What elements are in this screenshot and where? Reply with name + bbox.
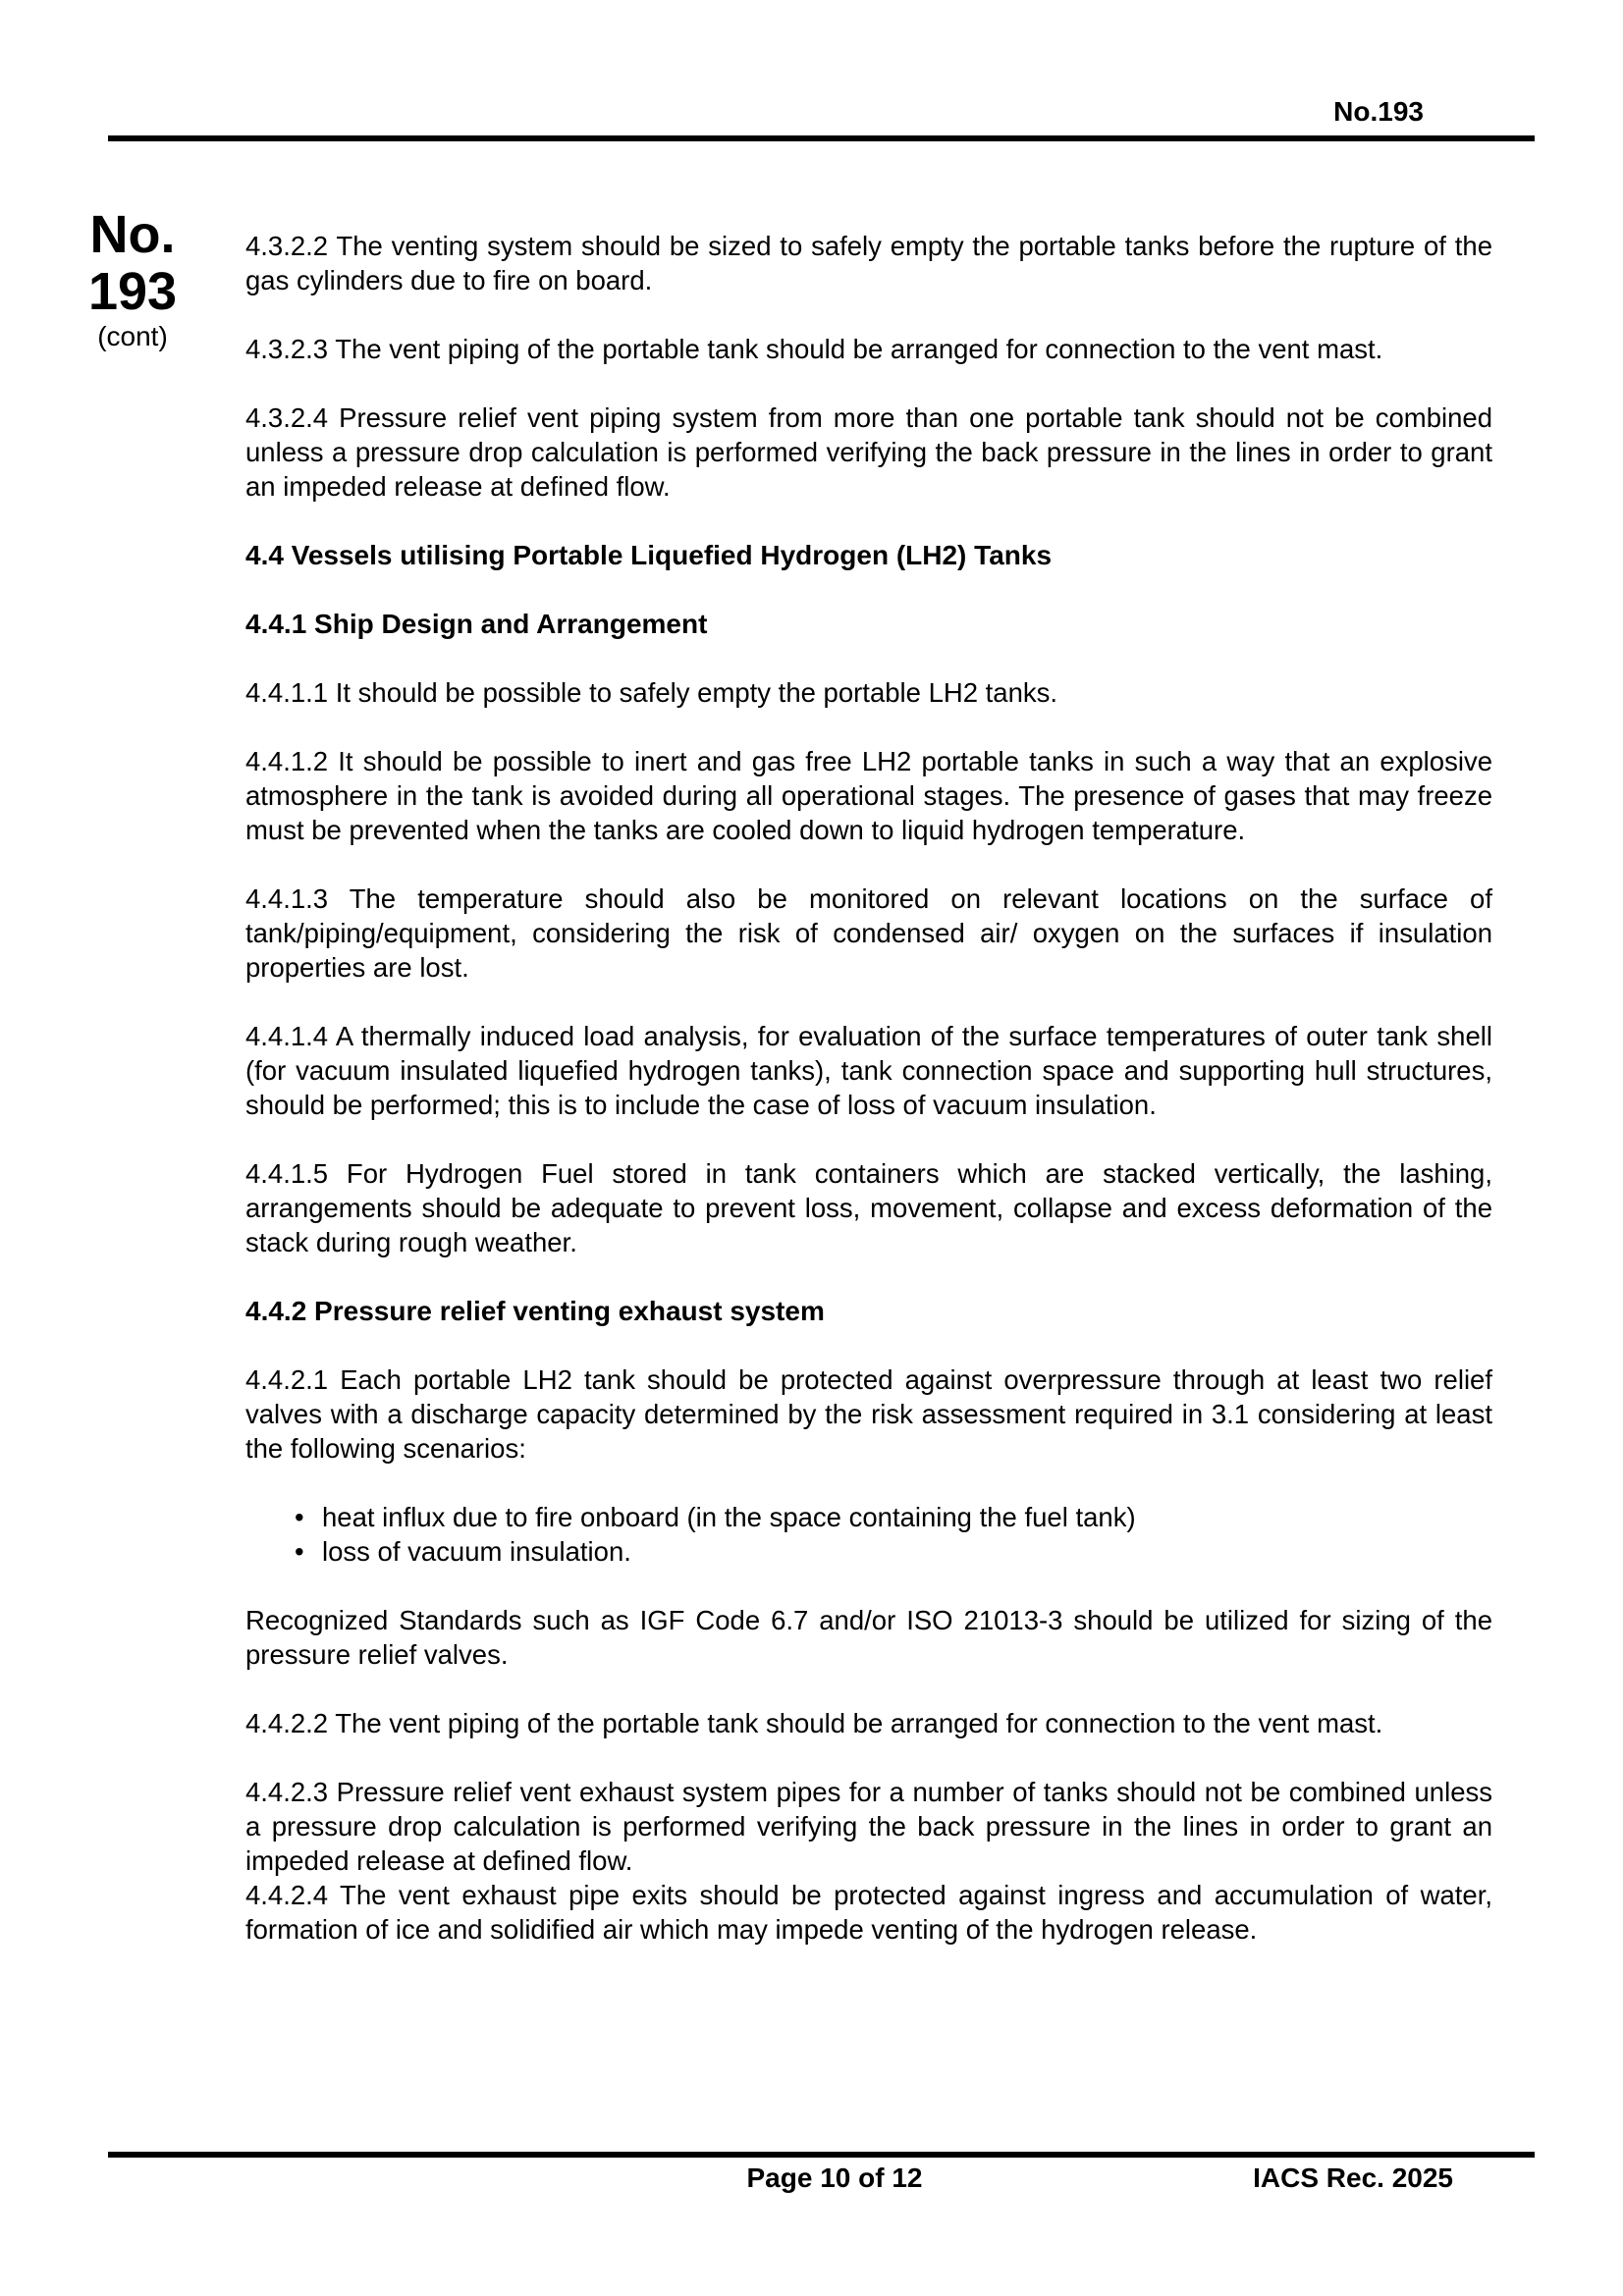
paragraph-4-4-1-4: 4.4.1.4 A thermally induced load analysis, for evaluation of the surface temperatures of outer tank shell (for vacuum insulated liquefied hydrogen tanks), tank connection space and supporting hull structures, should be performed; this is to include the case of loss of vacuum insulation.	[245, 1021, 1492, 1120]
list-item-text: loss of vacuum insulation.	[322, 1536, 631, 1567]
scenario-list	[245, 1500, 1492, 1569]
list-item	[245, 1534, 1492, 1569]
footer-reference: IACS Rec. 2025	[1253, 2163, 1453, 2193]
paragraph-4-4-2-2: 4.4.2.2 The vent piping of the portable tank should be arranged for connection to the vent mast.	[245, 1708, 1383, 1738]
paragraph-4-4-1-5: 4.4.1.5 For Hydrogen Fuel stored in tank containers which are stacked vertically, the lashing, arrangements should be adequate to prevent loss, movement, collapse and excess deformation of the stack during rough weather.	[245, 1158, 1492, 1257]
paragraph-4-4-1-3: 4.4.1.3 The temperature should also be monitored on relevant locations on the surface of tank/piping/equipment, considering the risk of condensed air/ oxygen on the surfaces if insulation properties are lost.	[245, 883, 1492, 983]
heading-4-4-1: 4.4.1 Ship Design and Arrangement	[245, 609, 708, 639]
side-label-no: No.	[89, 205, 176, 264]
side-label-number: 193	[87, 262, 178, 321]
heading-4-4-2: 4.4.2 Pressure relief venting exhaust system	[245, 1296, 825, 1326]
paragraph-4-4-1-1: 4.4.1.1 It should be possible to safely empty the portable LH2 tanks.	[245, 677, 1058, 708]
document-body	[245, 229, 1492, 1981]
paragraph-4-3-2-3: 4.3.2.3 The vent piping of the portable tank should be arranged for connection to the vent mast.	[245, 334, 1383, 364]
list-item-text: heat influx due to fire onboard (in the space containing the fuel tank)	[322, 1502, 1136, 1532]
footer-rule	[108, 2152, 1535, 2158]
header-rule	[108, 135, 1535, 141]
paragraph-4-4-1-2: 4.4.1.2 It should be possible to inert and gas free LH2 portable tanks in such a way that an explosive atmosphere in the tank is avoided during all operational stages. The presence of gases that may freeze must be prevented when the tanks are cooled down to liquid hydrogen temperature.	[245, 746, 1492, 845]
paragraph-4-3-2-2: 4.3.2.2 The venting system should be sized to safely empty the portable tanks before the rupture of the gas cylinders due to fire on board.	[245, 231, 1492, 295]
paragraph-4-4-2-3: 4.4.2.3 Pressure relief vent exhaust system pipes for a number of tanks should not be combined unless a pressure drop calculation is performed verifying the back pressure in the lines in order to grant an impeded release at defined flow.	[245, 1777, 1492, 1876]
bullet-icon: •	[295, 1536, 304, 1567]
paragraph-4-4-2-1: 4.4.2.1 Each portable LH2 tank should be protected against overpressure through at least two relief valves with a discharge capacity determined by the risk assessment required in 3.1 considering at least the following scenarios:	[245, 1364, 1492, 1464]
paragraph-recognized-standards: Recognized Standards such as IGF Code 6.7 and/or ISO 21013-3 should be utilized for sizing of the pressure relief valves.	[245, 1605, 1492, 1670]
paragraph-4-3-2-4: 4.3.2.4 Pressure relief vent piping system from more than one portable tank should not be combined unless a pressure drop calculation is performed verifying the back pressure in the lines in order to grant an impeded release at defined flow.	[245, 402, 1492, 502]
list-item	[245, 1500, 1492, 1534]
document-number: No.193	[1333, 96, 1424, 127]
paragraph-4-4-2-4: 4.4.2.4 The vent exhaust pipe exits should be protected against ingress and accumulation of water, formation of ice and solidified air which may impede venting of the hydrogen release.	[245, 1880, 1492, 1945]
heading-4-4: 4.4 Vessels utilising Portable Liquefied Hydrogen (LH2) Tanks	[245, 540, 1053, 570]
side-label	[79, 206, 187, 353]
bullet-icon: •	[295, 1502, 304, 1532]
side-label-cont: (cont)	[97, 321, 168, 351]
page-number: Page 10 of 12	[746, 2163, 923, 2193]
